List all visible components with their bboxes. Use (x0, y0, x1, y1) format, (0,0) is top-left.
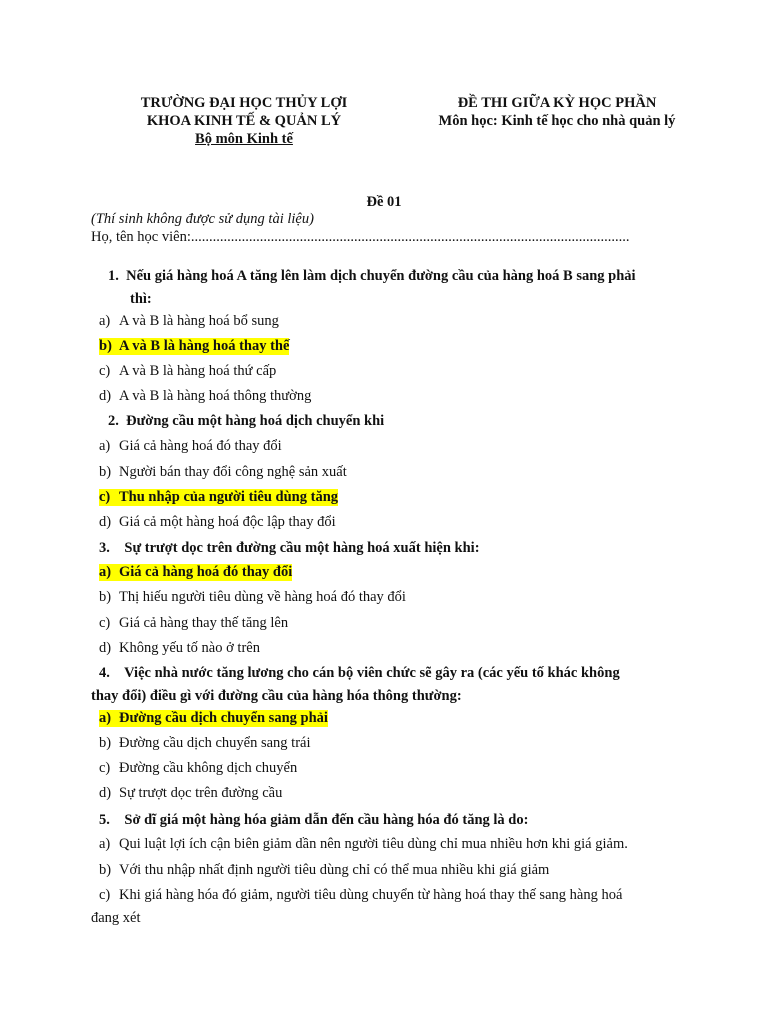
question-3-text: Sự trượt dọc trên đường cầu một hàng hoá xuất hiện khi: (124, 540, 480, 556)
question-2: 2. Đường cầu một hàng hoá dịch chuyển khi (108, 413, 385, 429)
exam-number: Đề 01 (366, 194, 402, 210)
q4-option-b: b) Đường cầu dịch chuyển sang trái (99, 735, 311, 751)
q3-option-d: d) Không yếu tố nào ở trên (99, 640, 260, 656)
q4-option-a-answer: a) Đường cầu dịch chuyển sang phải (99, 710, 328, 726)
q5-option-c: c) Khi giá hàng hóa đó giảm, người tiêu dùng chuyển từ hàng hoá thay thế sang hàng hoá (99, 887, 623, 903)
q2-option-d: d) Giá cả một hàng hoá độc lập thay đổi (99, 514, 336, 530)
q5-option-b: b) Với thu nhập nhất định người tiêu dùng chỉ có thể mua nhiều khi giá giảm (99, 862, 550, 878)
question-3: 3. Sự trượt dọc trên đường cầu một hàng hoá xuất hiện khi: (99, 540, 480, 556)
department-name: Bộ môn Kinh tế (195, 131, 293, 147)
q3-option-a-answer: a) Giá cả hàng hoá đó thay đổi (99, 564, 293, 580)
q2-option-b: b) Người bán thay đổi công nghệ sản xuất (99, 464, 347, 480)
q5-option-a: a) Qui luật lợi ích cận biên giảm dần nên người tiêu dùng chỉ mua nhiều hơn khi giá giảm. (99, 836, 628, 852)
subject-name: Môn học: Kinh tế học cho nhà quản lý (438, 113, 676, 129)
header-left (128, 94, 360, 148)
question-4: 4. Việc nhà nước tăng lương cho cán bộ viên chức sẽ gây ra (các yếu tố khác không (99, 665, 620, 681)
header-right (418, 94, 696, 130)
university-name: TRƯỜNG ĐẠI HỌC THỦY LỢI (140, 95, 348, 111)
question-5-text: Sở dĩ giá một hàng hóa giảm dẫn đến cầu hàng hóa đó tăng là do: (124, 812, 529, 828)
question-1: 1. Nếu giá hàng hoá A tăng lên làm dịch chuyển đường cầu của hàng hoá B sang phải (108, 268, 636, 284)
q2-option-c-answer: c) Thu nhập của người tiêu dùng tăng (99, 489, 339, 505)
q3-option-c: c) Giá cả hàng thay thế tăng lên (99, 615, 289, 631)
q1-option-c: c) A và B là hàng hoá thứ cấp (99, 363, 277, 379)
question-4-text: Việc nhà nước tăng lương cho cán bộ viên chức sẽ gây ra (các yếu tố khác không (124, 665, 620, 681)
question-1-text: Nếu giá hàng hoá A tăng lên làm dịch chuyển đường cầu của hàng hoá B sang phải (126, 268, 636, 284)
q2-option-a: a) Giá cả hàng hoá đó thay đổi (99, 438, 282, 454)
q3-option-b: b) Thị hiếu người tiêu dùng về hàng hoá đó thay đổi (99, 589, 406, 605)
q4-option-c: c) Đường cầu không dịch chuyển (99, 760, 298, 776)
question-1-cont: thì: (130, 291, 152, 307)
q1-option-d: d) A và B là hàng hoá thông thường (99, 388, 312, 404)
q5-option-c-cont: đang xét (91, 910, 141, 926)
question-4-cont: thay đổi) điều gì với đường cầu của hàng hóa thông thường: (91, 688, 462, 704)
q1-option-a: a) A và B là hàng hoá bổ sung (99, 313, 279, 329)
student-name-line: Họ, tên học viên:......................................................................................................................... (91, 229, 630, 245)
question-5: 5. Sở dĩ giá một hàng hóa giảm dẫn đến cầu hàng hóa đó tăng là do: (99, 812, 529, 828)
faculty-name: KHOA KINH TẾ & QUẢN LÝ (146, 113, 342, 129)
q4-option-d: d) Sự trượt dọc trên đường cầu (99, 785, 283, 801)
q1-option-b-answer: b) A và B là hàng hoá thay thế (99, 338, 290, 354)
exam-note: (Thí sinh không được sử dụng tài liệu) (91, 211, 314, 227)
exam-title: ĐỀ THI GIỮA KỲ HỌC PHẦN (457, 95, 657, 111)
question-2-text: Đường cầu một hàng hoá dịch chuyển khi (126, 413, 385, 429)
